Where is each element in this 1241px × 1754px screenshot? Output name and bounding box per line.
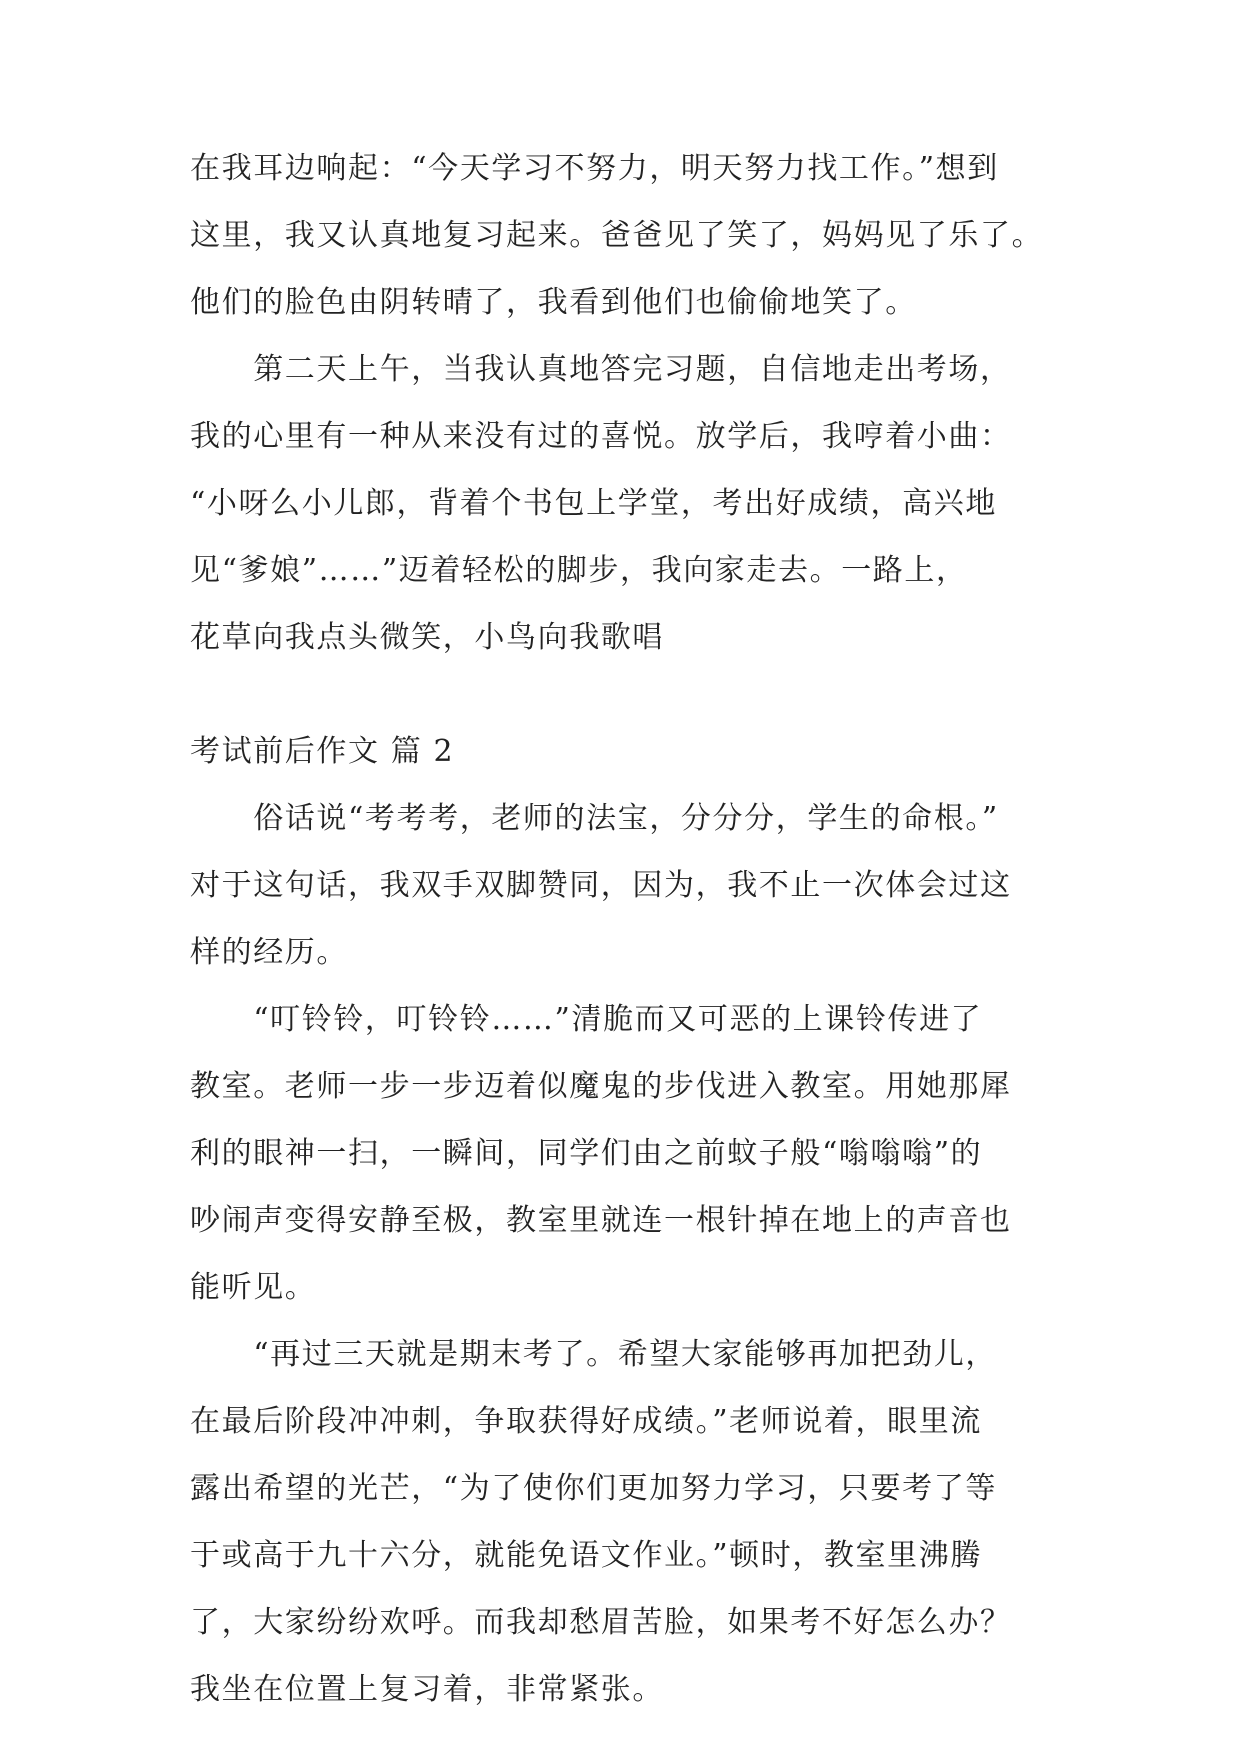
text-line: 这里，我又认真地复习起来。爸爸见了笑了，妈妈见了乐了。: [190, 218, 1044, 253]
paragraph-start-line: “再过三天就是期末考了。希望大家能够再加把劲儿，: [190, 1337, 997, 1372]
text-line: 样的经历。: [190, 935, 348, 970]
paragraph-start-line: 第二天上午，当我认真地答完习题，自信地走出考场，: [190, 352, 1012, 387]
text-line: 吵闹声变得安静至极，教室里就连一根针掉在地上的声音也: [190, 1203, 1012, 1238]
text-line: “小呀么小儿郎，背着个书包上学堂，考出好成绩，高兴地: [190, 486, 997, 521]
text-line: 见“爹娘”……”迈着轻松的脚步，我向家走去。一路上，: [190, 553, 968, 588]
text-line: 了，大家纷纷欢呼。而我却愁眉苦脸，如果考不好怎么办？: [190, 1605, 1012, 1640]
text-line: 我的心里有一种从来没有过的喜悦。放学后，我哼着小曲：: [190, 419, 1012, 454]
text-line: 花草向我点头微笑，小鸟向我歌唱: [190, 620, 664, 655]
text-line: 教室。老师一步一步迈着似魔鬼的步伐进入教室。用她那犀: [190, 1069, 1012, 1104]
paragraph-start-line: “叮铃铃，叮铃铃……”清脆而又可恶的上课铃传进了: [190, 1002, 983, 1037]
text-line: 在最后阶段冲冲刺，争取获得好成绩。”老师说着，眼里流: [190, 1404, 982, 1439]
text-line: 能听见。: [190, 1270, 317, 1305]
text-line: 露出希望的光芒，“为了使你们更加努力学习，只要考了等: [190, 1471, 997, 1506]
text-line: 在我耳边响起：“今天学习不努力，明天努力找工作。”想到: [190, 151, 999, 186]
paragraph-start-line: 俗话说“考考考，老师的法宝，分分分，学生的命根。”: [190, 801, 999, 836]
section-heading: 考试前后作文 篇 2: [190, 734, 455, 769]
text-line: 对于这句话，我双手双脚赞同，因为，我不止一次体会过这: [190, 868, 1012, 903]
text-line: 利的眼神一扫，一瞬间，同学们由之前蚊子般“嗡嗡嗡”的: [190, 1136, 983, 1171]
text-line: 他们的脸色由阴转晴了，我看到他们也偷偷地笑了。: [190, 285, 917, 320]
text-line: 于或高于九十六分，就能免语文作业。”顿时，教室里沸腾: [190, 1538, 982, 1573]
text-line: 我坐在位置上复习着，非常紧张。: [190, 1672, 664, 1707]
